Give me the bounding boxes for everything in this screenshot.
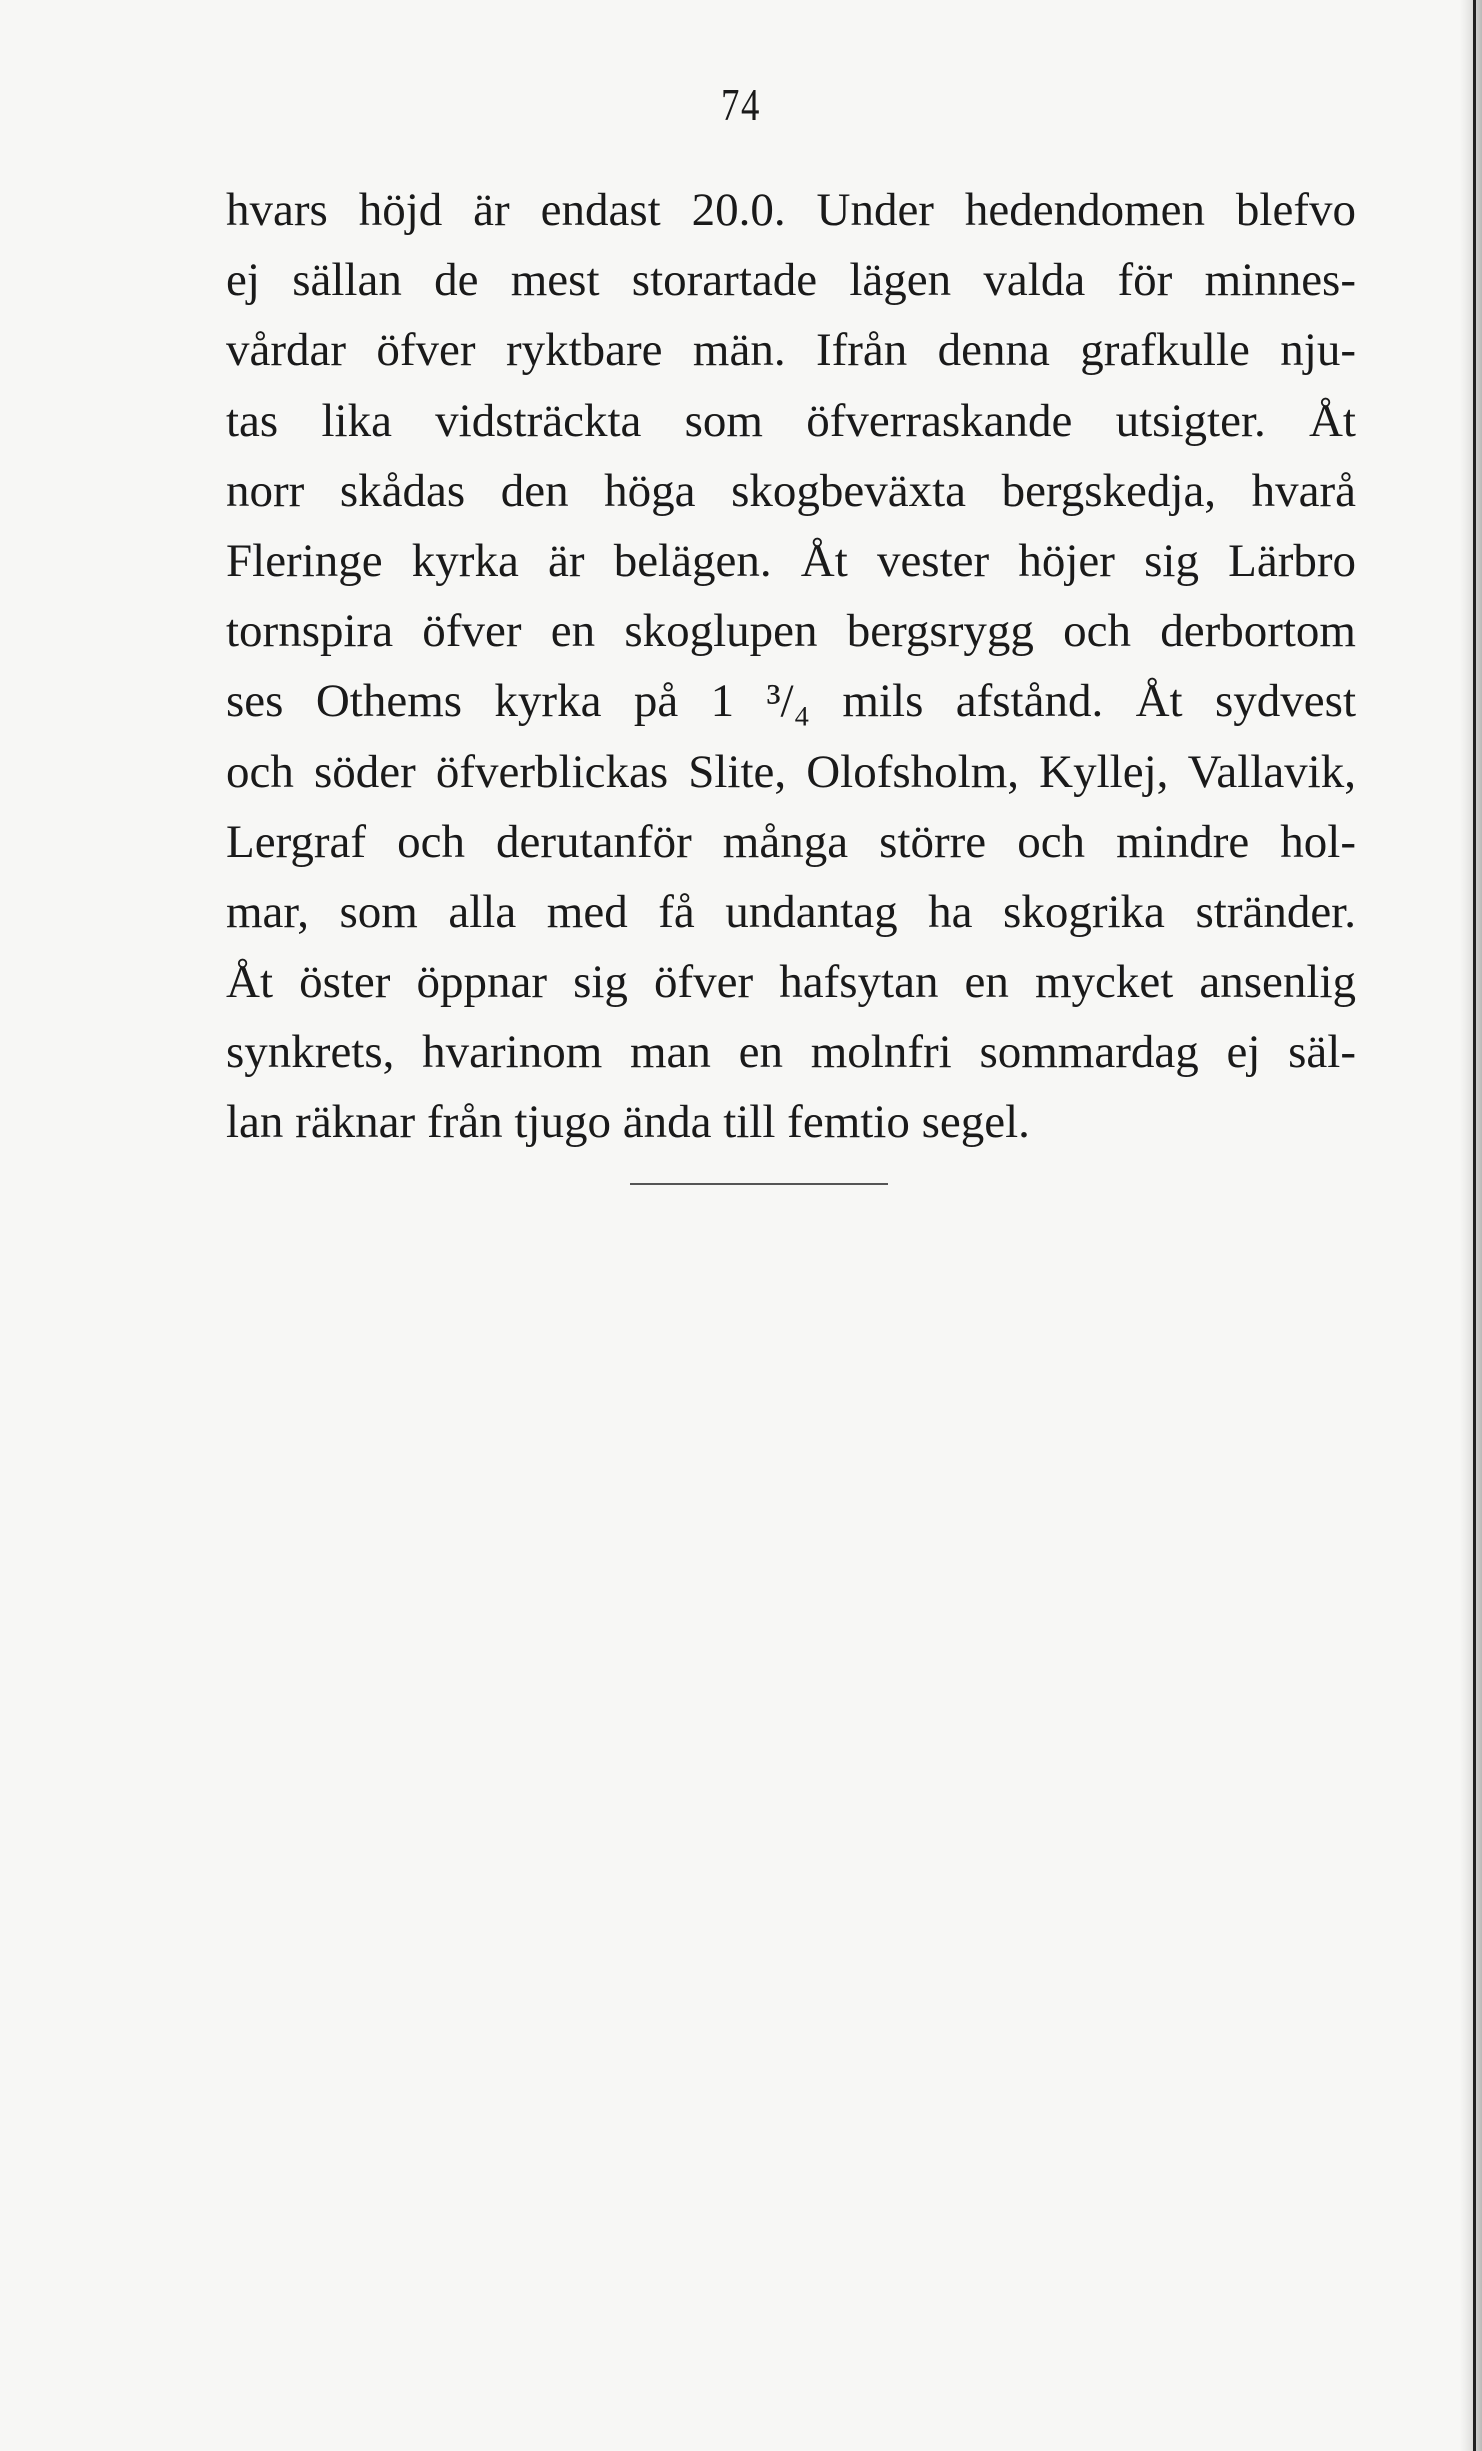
page-number: 74: [721, 79, 761, 130]
body-text: [226, 175, 1356, 1158]
text-line-6: Fleringe kyrka är belägen. Åt vester höjer sig Lärbro: [226, 534, 1356, 587]
page-edge-shadow: [1460, 0, 1482, 2451]
text-line-10: Lergraf och derutanför många större och mindre hol-: [226, 815, 1356, 868]
text-line-12: Åt öster öppnar sig öfver hafsytan en mycket ansenlig: [226, 956, 1356, 1009]
text-line-1: hvars höjd är endast 20.0. Under hedendomen blefvo: [226, 184, 1356, 236]
text-line-11: mar, som alla med få undantag ha skogrika stränder.: [226, 885, 1356, 938]
section-divider: [630, 1183, 888, 1185]
text-line-8: ses Othems kyrka på 1 ³/₄ mils afstånd. Åt sydvest: [226, 675, 1356, 728]
text-line-14: lan räknar från tjugo ända till femtio segel.: [226, 1096, 1030, 1149]
page-edge-line: [1473, 0, 1476, 2451]
text-line-5: norr skådas den höga skogbeväxta bergskedja, hvarå: [226, 464, 1356, 517]
text-line-9: och söder öfverblickas Slite, Olofsholm, Kyllej, Vallavik,: [226, 745, 1356, 798]
text-line-3: vårdar öfver ryktbare män. Ifrån denna grafkulle nju-: [226, 324, 1356, 377]
text-line-13: synkrets, hvarinom man en molnfri sommardag ej säl-: [226, 1026, 1356, 1079]
text-line-4: tas lika vidsträckta som öfverraskande utsigter. Åt: [226, 394, 1356, 447]
text-line-2: ej sällan de mest storartade lägen valda för minnes-: [226, 254, 1356, 307]
text-line-7: tornspira öfver en skoglupen bergsrygg och derbortom: [226, 605, 1356, 658]
